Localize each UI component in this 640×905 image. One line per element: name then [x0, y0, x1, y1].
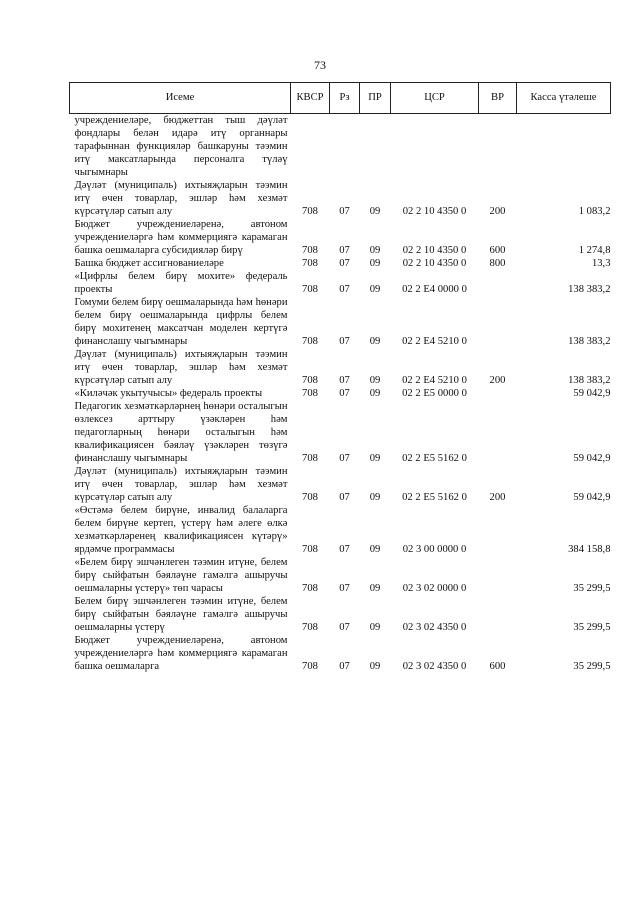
row-rz: 07: [339, 622, 350, 633]
row-amount: 384 158,8: [568, 544, 611, 555]
row-rz: 07: [339, 284, 350, 295]
table-row: [70, 179, 611, 218]
row-vr: [479, 595, 517, 634]
row-pr: 09: [369, 583, 381, 594]
row-amount: 13,3: [591, 258, 611, 269]
row-kvsr: 708: [302, 453, 318, 464]
row-name: Педагогик хезмәткәрләрнең һөнәри осталыгын өзлексез арттыру үзәкләрен һәм педагогларның һөнәри осталыгын һәм квалификациясен бәяләү үзәкләрен төзүгә финанслашу чыгымнары: [74, 401, 288, 464]
table-header-row: [70, 83, 611, 114]
table-row: [70, 257, 611, 270]
row-vr: [479, 556, 517, 595]
row-rz: 07: [339, 336, 350, 347]
row-amount: 35 299,5: [573, 622, 611, 633]
row-kvsr: [291, 114, 330, 180]
row-rz: 07: [339, 492, 350, 503]
row-pr: 09: [369, 258, 381, 269]
row-pr: 09: [369, 544, 381, 555]
header-kassa: Касса үтәлеше: [517, 83, 611, 114]
row-csr: 02 2 E5 5162 0: [402, 492, 467, 503]
row-rz: 07: [339, 375, 350, 386]
row-rz: 07: [339, 206, 350, 217]
row-amount: 35 299,5: [573, 661, 611, 672]
row-amount: 138 383,2: [568, 284, 611, 295]
row-csr: 02 3 02 4350 0: [402, 622, 467, 633]
row-pr: 09: [369, 622, 381, 633]
row-kvsr: 708: [302, 375, 318, 386]
row-name: «Киләчәк укытучысы» федераль проекты: [74, 388, 263, 399]
row-vr: 800: [489, 258, 506, 269]
row-vr: 200: [489, 375, 506, 386]
row-vr: [479, 296, 517, 348]
row-kvsr: 708: [302, 206, 318, 217]
row-amount: 59 042,9: [573, 492, 611, 503]
row-kvsr: 708: [302, 284, 318, 295]
table-row: [70, 465, 611, 504]
row-rz: 07: [339, 661, 350, 672]
row-amount: 1 274,8: [578, 245, 611, 256]
row-kvsr: 708: [302, 258, 318, 269]
row-name: Белем бирү эшчәнлеген тәэмин итүне, белем бирү сыйфатын бәяләүне гамәлгә ашыручы оешмаларны үстерү: [74, 596, 288, 633]
header-csr: ЦСР: [391, 83, 479, 114]
row-csr: 02 3 00 0000 0: [402, 544, 467, 555]
row-vr: [479, 504, 517, 556]
row-csr: 02 2 E4 5210 0: [402, 375, 467, 386]
table-body: [70, 114, 611, 674]
row-vr: [479, 270, 517, 296]
table-row: [70, 595, 611, 634]
row-rz: [330, 114, 360, 180]
table-row: [70, 400, 611, 465]
row-name: Гомуми белем бирү оешмаларында һәм һөнәри белем бирү оешмаларында цифрлы белем бирү мохитенең максатчан моделен кертүгә финанслашу чыгымнары: [74, 297, 288, 347]
table-row: [70, 634, 611, 673]
header-kvsr: КВСР: [291, 83, 330, 114]
row-name: Дәүләт (муниципаль) ихтыяҗларын тәэмин итү өчен товарлар, эшләр һәм хезмәт күрсәтүләр сатып алу: [74, 466, 288, 503]
row-csr: 02 2 E5 5162 0: [402, 453, 467, 464]
row-rz: 07: [339, 388, 350, 399]
row-rz: 07: [339, 583, 350, 594]
row-csr: 02 2 E4 5210 0: [402, 336, 467, 347]
row-vr: 200: [489, 492, 506, 503]
row-kvsr: 708: [302, 661, 318, 672]
row-vr: 200: [489, 206, 506, 217]
row-pr: 09: [369, 284, 381, 295]
row-csr: 02 2 10 4350 0: [402, 206, 467, 217]
row-amount: 1 083,2: [578, 206, 611, 217]
row-rz: 07: [339, 245, 350, 256]
row-name: учреждениеләре, бюджеттан тыш дәүләт фондлары белән идарә итү органнары тарафыннан функцияләр башкаруны тәэмин итү максатларында персоналга түләү чыгымнары: [74, 115, 288, 178]
row-rz: 07: [339, 258, 350, 269]
row-pr: 09: [369, 336, 381, 347]
row-csr: 02 2 E5 0000 0: [402, 388, 467, 399]
header-vr: ВР: [479, 83, 517, 114]
row-pr: 09: [369, 375, 381, 386]
header-pr: ПР: [360, 83, 391, 114]
row-name: Башка бюджет ассигнованиеләре: [74, 258, 224, 269]
row-csr: 02 2 10 4350 0: [402, 245, 467, 256]
row-pr: 09: [369, 492, 381, 503]
row-name: Дәүләт (муниципаль) ихтыяҗларын тәэмин итү өчен товарлар, эшләр һәм хезмәт күрсәтүләр сатып алу: [74, 349, 288, 386]
row-kvsr: 708: [302, 388, 318, 399]
row-amount: 138 383,2: [568, 336, 611, 347]
row-pr: 09: [369, 388, 381, 399]
table-row: [70, 270, 611, 296]
row-amount: 138 383,2: [568, 375, 611, 386]
row-name: «Цифрлы белем бирү мохите» федераль проекты: [74, 271, 288, 295]
row-csr: [391, 114, 479, 180]
row-vr: [479, 387, 517, 400]
row-kvsr: 708: [302, 492, 318, 503]
row-pr: 09: [369, 206, 381, 217]
table-row: [70, 504, 611, 556]
budget-table: [69, 82, 611, 673]
row-vr: [479, 400, 517, 465]
row-name: Бюджет учреждениеләренә, автоном учреждениеләргә һәм коммерциягә карамаган башка оешмаларга субсидияләр бирү: [74, 219, 288, 256]
table-row: [70, 556, 611, 595]
row-amount: 59 042,9: [573, 453, 611, 464]
row-csr: 02 3 02 0000 0: [402, 583, 467, 594]
row-pr: 09: [369, 453, 381, 464]
table-row: [70, 114, 611, 180]
table-row: [70, 348, 611, 387]
row-rz: 07: [339, 453, 350, 464]
table-row: [70, 218, 611, 257]
row-pr: 09: [369, 661, 381, 672]
row-name: Дәүләт (муниципаль) ихтыяҗларын тәэмин итү өчен товарлар, эшләр һәм хезмәт күрсәтүләр сатып алу: [74, 180, 288, 217]
row-kvsr: 708: [302, 622, 318, 633]
header-name: Исеме: [70, 83, 291, 114]
row-vr: [479, 114, 517, 180]
row-name: «Өстәмә белем бирүне, инвалид балаларга белем бирүне кертеп, үстерү һәм әлеге өлкә хезмәткәрләренең квалификациясен күтәрү» ярдәмче программасы: [74, 505, 288, 555]
row-csr: 02 3 02 4350 0: [402, 661, 467, 672]
row-kvsr: 708: [302, 336, 318, 347]
row-amount: 59 042,9: [573, 388, 611, 399]
row-kvsr: 708: [302, 583, 318, 594]
row-name: «Белем бирү эшчәнлеген тәэмин итүне, белем бирү сыйфатын бәяләүне гамәлгә ашыручы оешмаларны үстерү» төп чарасы: [74, 557, 288, 594]
row-rz: 07: [339, 544, 350, 555]
row-pr: [360, 114, 391, 180]
row-vr: 600: [489, 245, 506, 256]
row-name: Бюджет учреждениеләренә, автоном учреждениеләргә һәм коммерциягә карамаган башка оешмаларга: [74, 635, 288, 672]
table-row: [70, 387, 611, 400]
row-pr: 09: [369, 245, 381, 256]
header-rz: Рз: [330, 83, 360, 114]
table-row: [70, 296, 611, 348]
row-amount: [517, 114, 611, 180]
row-kvsr: 708: [302, 544, 318, 555]
row-csr: 02 2 E4 0000 0: [402, 284, 467, 295]
row-amount: 35 299,5: [573, 583, 611, 594]
row-vr: 600: [489, 661, 506, 672]
row-csr: 02 2 10 4350 0: [402, 258, 467, 269]
page-number: 73: [314, 58, 326, 72]
row-kvsr: 708: [302, 245, 318, 256]
